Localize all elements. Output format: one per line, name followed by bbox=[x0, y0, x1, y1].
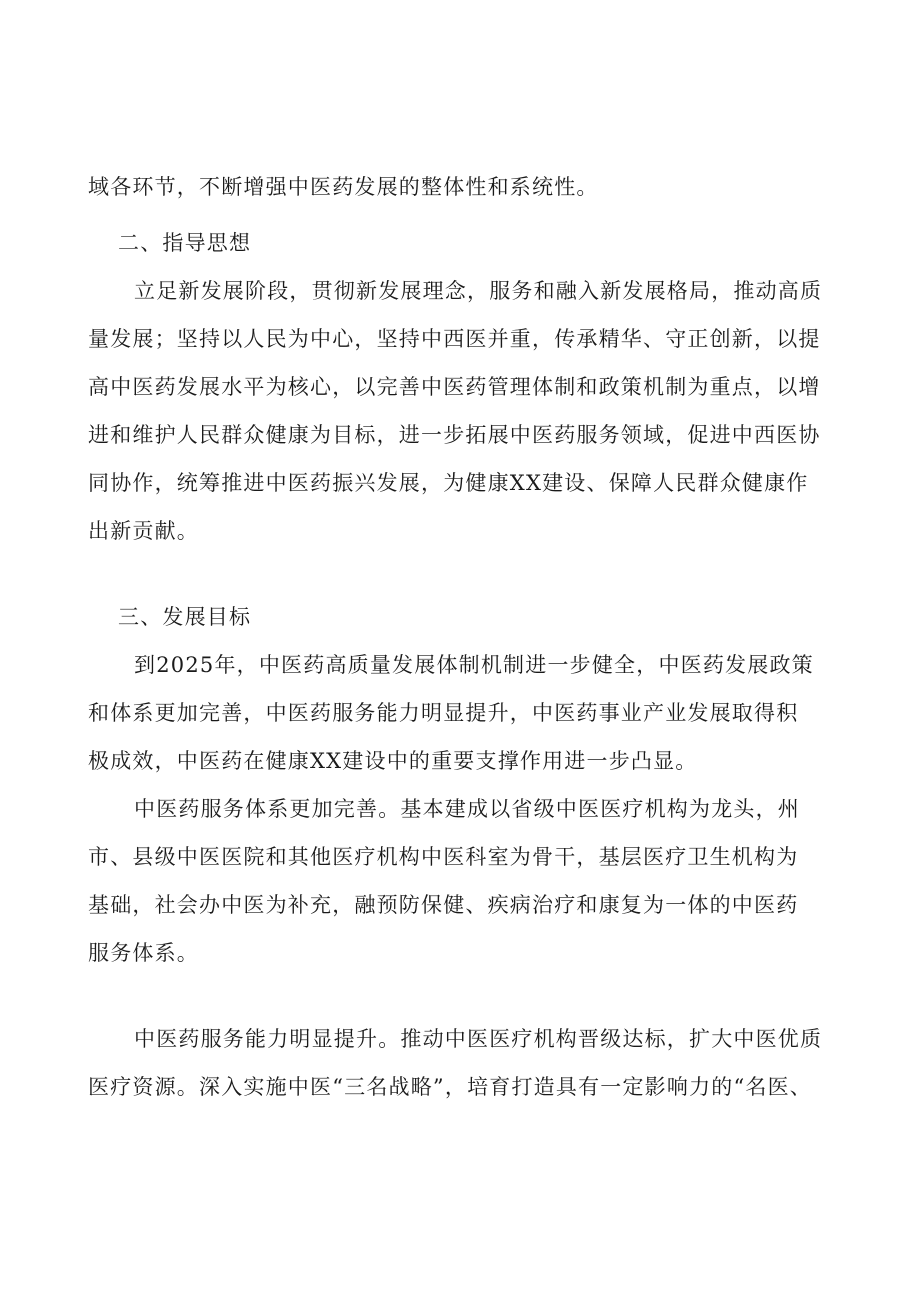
paragraph-line: 出新贡献。 bbox=[88, 519, 199, 543]
paragraph-line: 立足新发展阶段，贯彻新发展理念，服务和融入新发展格局，推动高质 bbox=[134, 279, 823, 303]
paragraph-line: 中医药服务体系更加完善。基本建成以省级中医医疗机构为龙头，州 bbox=[134, 797, 800, 821]
paragraph-line: 进和维护人民群众健康为目标，进一步拓展中医药服务领域，促进中西医协 bbox=[88, 423, 821, 447]
paragraph-line: 市、县级中医医院和其他医疗机构中医科室为骨干，基层医疗卫生机构为 bbox=[88, 845, 799, 869]
paragraph-line: 同协作，统筹推进中医药振兴发展，为健康XX建设、保障人民群众健康作 bbox=[88, 471, 809, 495]
section-heading-guiding-ideology: 二、指导思想 bbox=[118, 231, 252, 255]
paragraph-line: 和体系更加完善，中医药服务能力明显提升，中医药事业产业发展取得积 bbox=[88, 701, 799, 725]
paragraph-line: 极成效，中医药在健康XX建设中的重要支撑作用进一步凸显。 bbox=[88, 749, 698, 773]
section-heading-development-goals: 三、发展目标 bbox=[118, 605, 252, 629]
paragraph-continuation: 域各环节，不断增强中医药发展的整体性和系统性。 bbox=[88, 175, 599, 199]
paragraph-line: 到2025年，中医药高质量发展体制机制进一步健全，中医药发展政策 bbox=[134, 653, 814, 677]
paragraph-line: 量发展；坚持以人民为中心，坚持中西医并重，传承精华、守正创新，以提 bbox=[88, 327, 821, 351]
paragraph-line: 医疗资源。深入实施中医“三名战略”，培育打造具有一定影响力的“名医、 bbox=[88, 1075, 813, 1099]
paragraph-line: 基础，社会办中医为补充，融预防保健、疾病治疗和康复为一体的中医药 bbox=[88, 893, 799, 917]
paragraph-line: 服务体系。 bbox=[88, 941, 199, 965]
paragraph-line: 中医药服务能力明显提升。推动中医医疗机构晋级达标，扩大中医优质 bbox=[134, 1027, 823, 1051]
paragraph-line: 高中医药发展水平为核心，以完善中医药管理体制和政策机制为重点，以增 bbox=[88, 375, 821, 399]
